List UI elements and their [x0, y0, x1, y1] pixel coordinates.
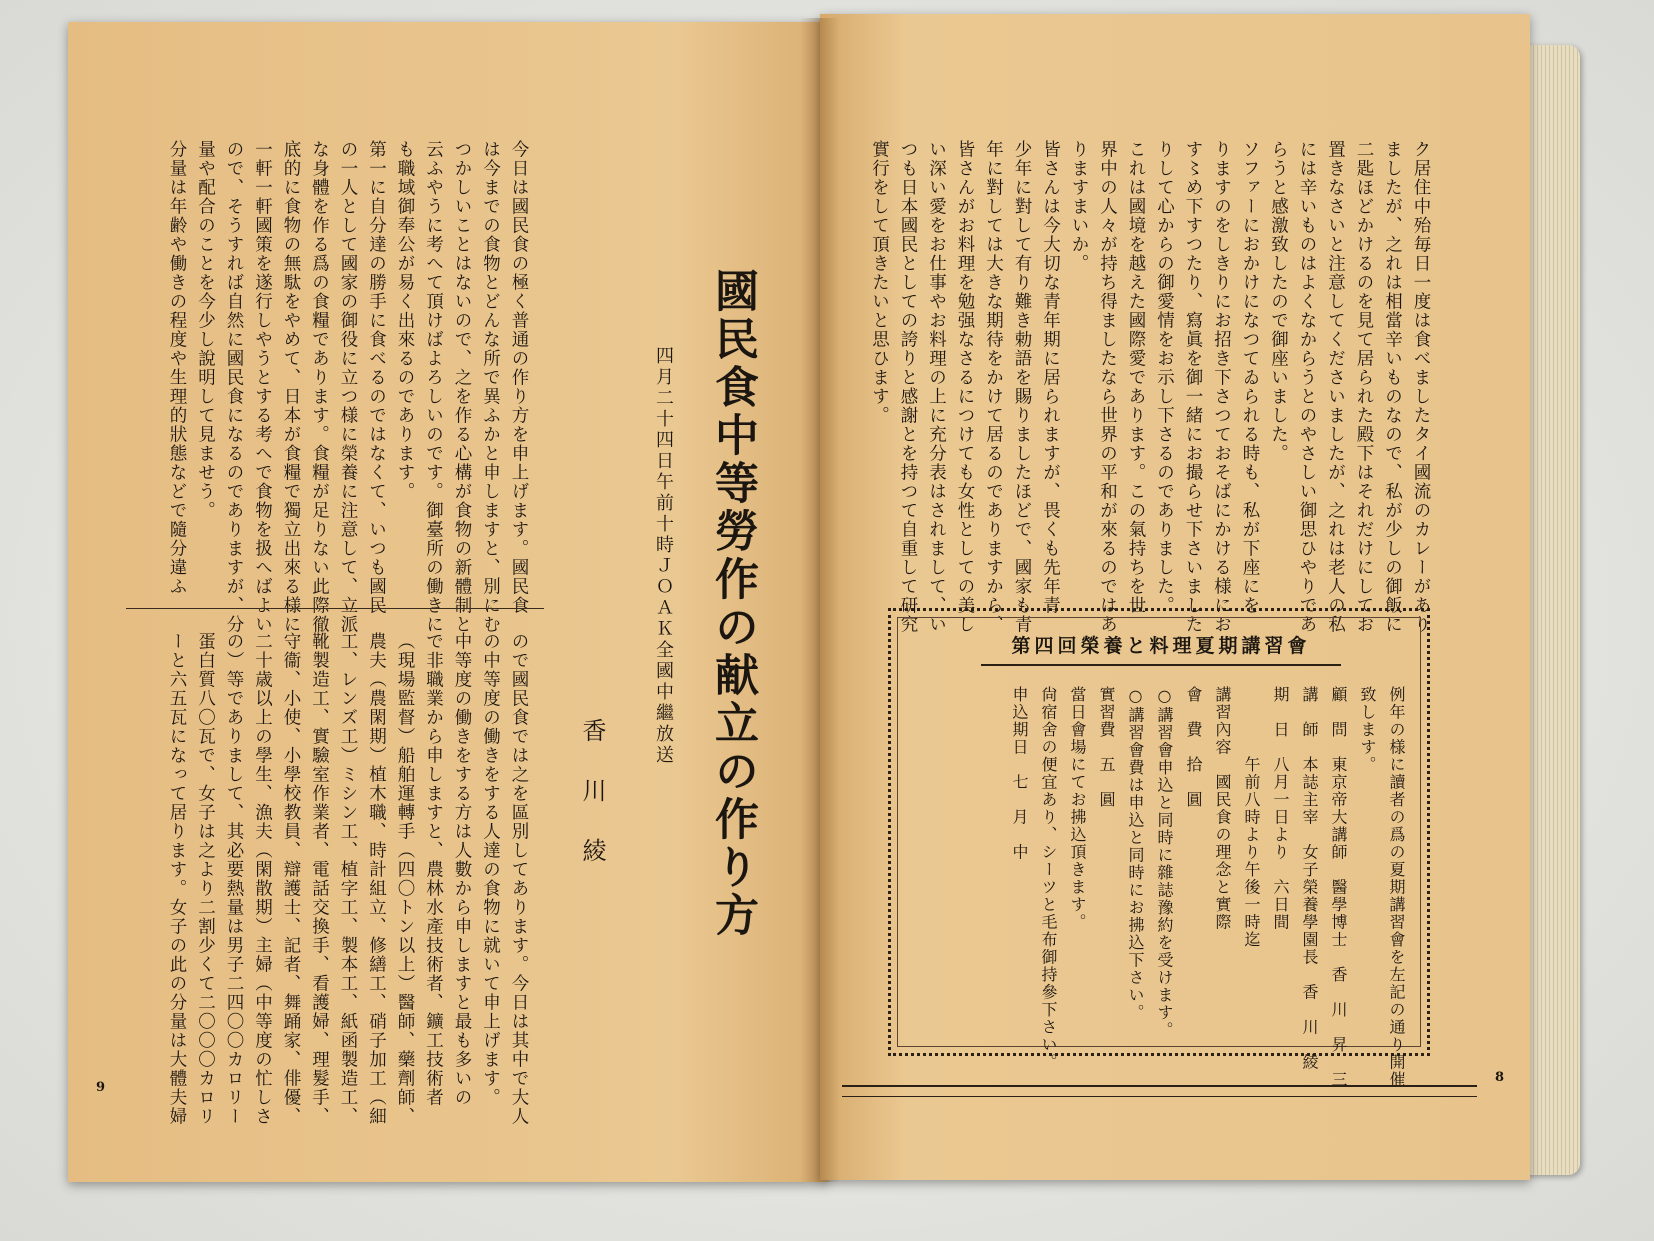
text-column: 界中の人々が持ち得ましたなら世界の平和が來るのではあ [1097, 140, 1118, 634]
text-column: 年に對しては大きな期待をかけて居るのでありますから、 [983, 140, 1004, 634]
text-column: は今までの食物とどんな所で異ふかと申しますと、別にむ [480, 140, 501, 634]
text-column: 皆さんは今大切な青年期に居られますが、畏くも先年青 [1040, 140, 1061, 615]
broadcast-info: 四月二十四日午前十時ＪＯＡＫ全國中繼放送 [653, 346, 674, 766]
section-divider [126, 608, 544, 609]
text-column: 例年の様に讀者の爲の夏期講習會を左記の通り開催 [1387, 686, 1406, 1089]
text-column: 當日會場にてお拂込頂きます。 [1068, 686, 1087, 931]
text-column: りして心からの御愛情をお示し下さるのでありました。 [1154, 140, 1175, 615]
text-column: 量や配合のことを今少し說明して見ませう。 [195, 140, 216, 520]
text-column: ク居住中殆毎日一度は食べましたタイ國流のカレーがあり [1411, 140, 1431, 634]
text-column: 底的に食物の無駄をやめて、日本が食糧で獨立出來る様に [281, 140, 301, 634]
text-column: 二十歳以上の學生、漁夫（閑散期）主婦（中等度の忙しさ [252, 632, 273, 1126]
text-column: 守衞、小使、小學校教員、辯護士、記者、舞踊家、俳優、 [281, 632, 301, 1126]
right-page-upper-text [855, 140, 1435, 634]
text-column: ソファーにおかけになつてゐられる時も、私が下座にを [1240, 140, 1260, 615]
text-column: で非職業から申しますと、農林水產技術者、鑛工技術者 [423, 632, 444, 1107]
text-column: ○講習會申込と同時に雜誌豫約を受けます。 [1155, 686, 1174, 1039]
text-column: ので國民食では之を區別してあります。今日は其中で大人 [509, 632, 529, 1126]
text-column: い深い愛をお仕事やお料理の上に充分表はされまして、い [926, 140, 947, 634]
text-column: 會 費 拾 圓 [1184, 686, 1203, 809]
text-column: 蛋白質八〇瓦で、女子は之より二割少くて二〇〇〇カロリ [195, 632, 216, 1126]
text-column: りますまいか。 [1069, 140, 1089, 273]
page-stack-edges [1522, 45, 1580, 1175]
text-column: 實行をして頂きたいと思ひます。 [869, 140, 890, 425]
text-column: も職域御奉公が易く出來るのであります。 [395, 140, 415, 501]
text-column: つも日本國民としての誇りと感謝とを持つて自重して研究 [898, 140, 918, 634]
page-number-left: 9 [96, 1080, 106, 1095]
page-bottom-rule [842, 1085, 1477, 1097]
left-page-upper-text [138, 140, 533, 634]
text-column: らうと感激致したので御座いました。 [1268, 140, 1289, 463]
text-column: りますのをしきりにお招き下さつておそばにかける様にお [1211, 140, 1232, 634]
text-column: 講習內容 國民食の理念と實際 [1213, 686, 1232, 931]
text-column: ○講習會費は申込と同時にお拂込下さい。 [1126, 686, 1145, 1022]
notice-body [921, 686, 1411, 1089]
text-column: の）等でありまして、其必要熱量は男子二四〇〇カロリー [224, 632, 244, 1126]
book-gutter [800, 18, 840, 1182]
summer-course-notice [888, 608, 1430, 1089]
text-column: 第一に自分達の勝手に食べるのではなくて、いつも國民 [366, 140, 387, 615]
text-column: 分量は年齢や働きの程度や生理的狀態などで隨分違ふ [167, 140, 187, 596]
text-column: 一軒一軒國策を遂行しやうとする考へで食物を扱へばよい [252, 140, 273, 634]
left-page-lower-text [138, 632, 533, 1126]
text-column: 講 師 本誌主宰 女子榮養學園長 香 川 綾 [1300, 686, 1319, 1071]
text-column: 實習費 五 圓 [1097, 686, 1116, 809]
text-column: 顧 問 東京帝大講師 醫學博士 香 川 昇 三 [1329, 686, 1348, 1089]
text-column: 靴製造工、實驗室作業者、電話交換手、看護婦、理髮手、 [309, 632, 330, 1126]
text-column: 云ふやうに考へて頂けばよろしいのです。御臺所の働きに [423, 140, 444, 634]
text-column: 申込期日 七 月 中 [1010, 686, 1029, 861]
text-column: す〻め下すつたり、寫眞を御一緒にお撮らせ下さいました [1183, 140, 1203, 634]
text-column: 中等度の働きをする方は人數から申しますと最も多いの [452, 632, 472, 1107]
text-column: これは國境を越えた國際愛であります。この氣持ちを世 [1126, 140, 1146, 615]
text-column: （現場監督）船舶運轉手（四〇トン以上）醫師、藥劑師、 [395, 632, 415, 1126]
article-title: 國民食中等勞作の献立の作り方 [707, 268, 758, 940]
text-column: 午前八時より午後一時迄 [1242, 686, 1261, 949]
text-column: ので、そうすれば自然に國民食になるのでありますが、分 [224, 140, 244, 634]
text-column: 工、レンズ工）ミシン工、植字工、製本工、紙函製造工、 [338, 632, 358, 1126]
text-column: ーと六五瓦になって居ります。女子の此の分量は大體夫婦 [167, 632, 187, 1126]
page-number-right: 8 [1495, 1070, 1505, 1085]
text-column: 皆さんがお料理を勉强なさるにつけても女性としての美し [955, 140, 975, 634]
text-column: 期 日 八月一日より 六日間 [1271, 686, 1290, 931]
text-column: ましたが、之れは相當辛いものなので、私が少しの御飯に [1382, 140, 1403, 634]
author-name: 香川綾 [578, 718, 606, 898]
text-column: 尙宿舍の便宜あり、シーツと毛布御持參下さい。 [1039, 686, 1058, 1071]
text-column: 農夫（農閑期）植木職、時計組立、修繕工、硝子加工（細 [366, 632, 387, 1126]
text-column: には辛いものはよくなからうとのやさしい御思ひやりであ [1297, 140, 1317, 634]
text-column: 致します。 [1358, 686, 1377, 774]
text-column: 置きなさいと注意してくださいましたが、之れは老人の私 [1325, 140, 1346, 634]
text-column: な身體を作る爲の食糧であります。食糧が足りない此際徹 [309, 140, 330, 634]
text-column: つかしいことはないので、之を作る心構が食物の新體制と [452, 140, 472, 634]
text-column: の中等度の働きをする人達の食物に就いて申上げます。 [480, 632, 501, 1107]
text-column: 少年に對して有り難き勅語を賜りましたほどで、國家も青 [1012, 140, 1032, 634]
notice-title: 第四回榮養と料理夏期講習會 [981, 631, 1341, 666]
text-column: 二匙ほどかけるのを見て居られた殿下はそれだけにしてお [1354, 140, 1374, 634]
text-column: 今日は國民食の極く普通の作り方を申上げます。國民食 [509, 140, 529, 615]
text-column: の一人として國家の御役に立つ様に榮養に注意して、立派 [338, 140, 358, 634]
